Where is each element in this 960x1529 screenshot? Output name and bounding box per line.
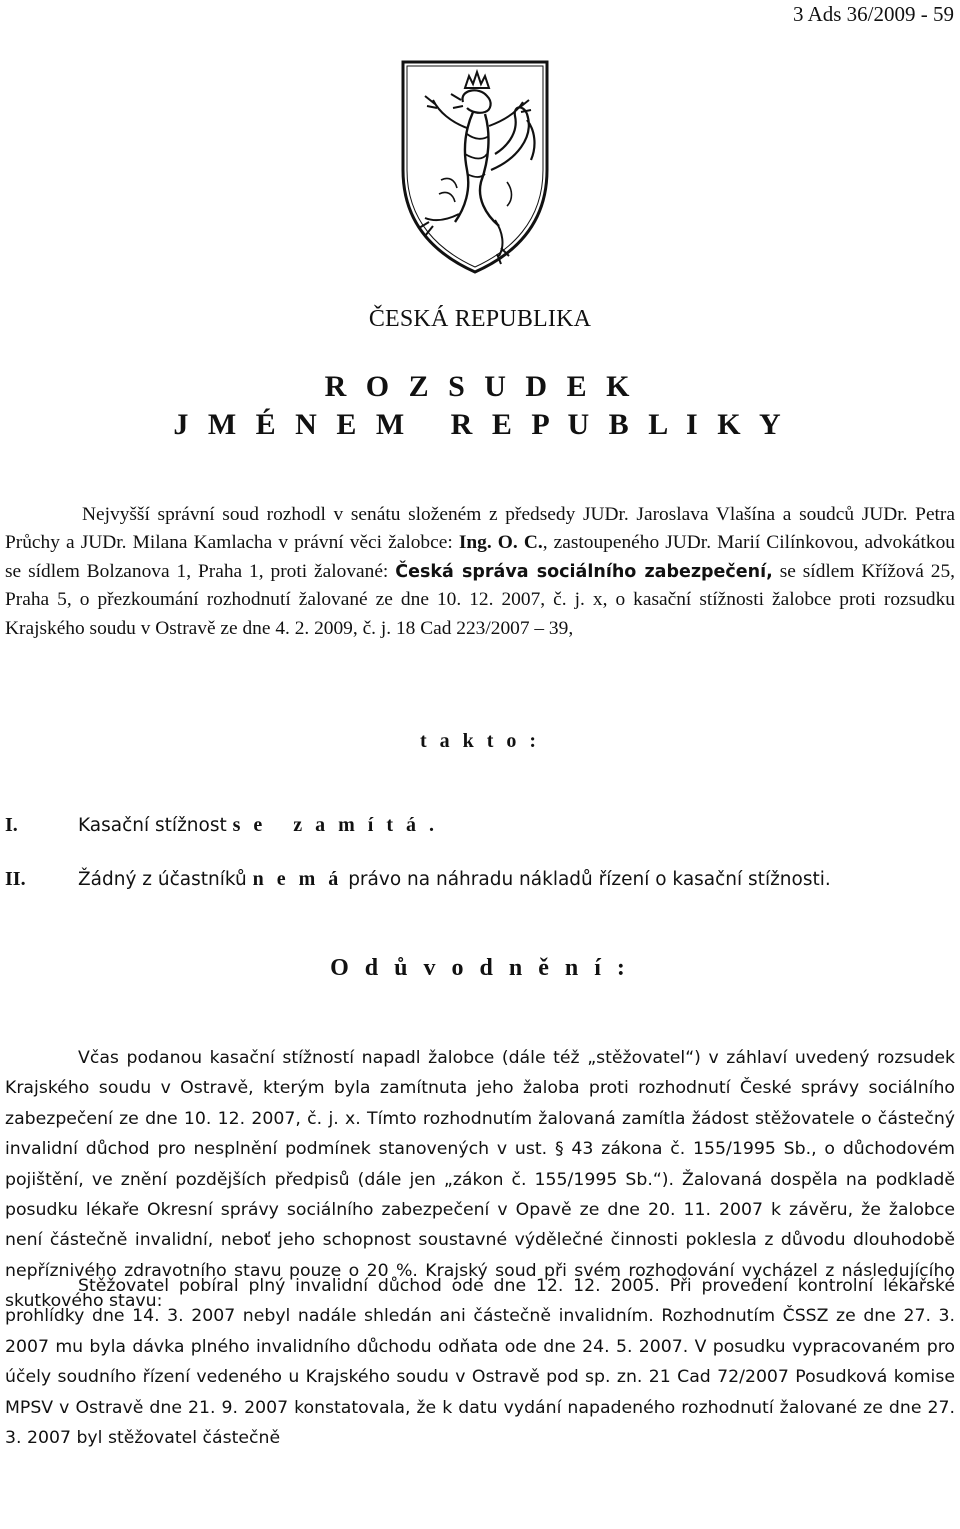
plaintiff-name: Ing. O. C.	[458, 532, 543, 554]
verdict-number: I.	[5, 814, 18, 836]
verdict-heading: t a k t o :	[419, 730, 541, 752]
intro-text-part1: Nejvyšší správní soud rozhodl v senátu složeném z předsedy JUDr. Jaroslava Vlašína a soudců JUDr. Petra Průchy a JUDr. Milana Kamlacha v právní věci žalobce:	[5, 504, 955, 554]
intro-paragraph	[5, 501, 955, 643]
reasoning-paragraph: Stěžovatel pobíral plný invalidní důchod ode dne 12. 12. 2005. Při provedení kontrolní lékařské prohlídky dne 14. 3. 2007 nebyl nadále shledán ani částečně invalidním. Rozhodnutím ČSSZ ze dne 27. 3. 2007 mu byla dávka plného invalidního důchodu odňata ode dne 24. 5. 2007. V posudku vypracovaném pro účely soudního řízení vedeného u Krajského soudu v Ostravě pod sp. zn. 21 Cad 72/2007 Posudková komise MPSV v Ostravě dne 21. 9. 2007 konstatovala, že k datu vydání napadeného rozhodnutí žalované ze dne 27. 3. 2007 byl stěžovatel částečně	[5, 1276, 955, 1449]
state-name: ČESKÁ REPUBLIKA	[368, 306, 592, 332]
document-title: R O Z S U D E K	[324, 370, 636, 403]
reasoning-text-b: 43 zákona č. 155/1995 Sb., o důchodovém pojištění, ve znění pozdějších předpisů (dále jen „zákon č. 155/1995 Sb.“). Žalovaná dospěla na podkladě posudku lékaře Okresní správy sociálního zabezpečení v Opavě ze dne 20. 11. 2007 k závěru, že žalobce není částečně invalidní, neboť jeho schopnost soustavné výdělečné činnosti poklesla z důvodu dlouhodobě nepříznivého zdravotního stavu pouze o 20 %. Krajský soud při svém rozhodování vycházel z následujícího skutkového stavu:	[5, 1139, 956, 1312]
verdict-text: Žádný z účastníků n e m á právo na náhradu nákladů řízení o kasační stížnosti.	[78, 868, 831, 890]
intro-text-part2: , zastoupeného JUDr. Marií Cilínkovou, advokátkou se sídlem Bolzanova 1, Praha 1, proti žalované:	[5, 532, 955, 582]
intro-text-part3: se sídlem Křížová 25, Praha 5, o přezkoumání rozhodnutí žalované ze dne 10. 12. 2007, č. j. x, o kasační stížnosti žalobce proti rozsudku Krajského soudu v Ostravě ze dne 4. 2. 2009, č. j. 18 Cad 223/2007 – 39,	[5, 560, 955, 639]
reasoning-text-a: Včas podanou kasační stížností napadl žalobce (dále též „stěžovatel“) v záhlaví uvedený rozsudek Krajského soudu v Ostravě, kterým byla zamítnuta jeho žaloba proti rozhodnutí České správy sociálního zabezpečení ze dne 10. 12. 2007, č. j. x. Tímto rozhodnutím žalovaná zamítla žádost stěžovatele o částečný invalidní důchod pro nesplnění podmínek stanovených v ust.	[5, 1048, 955, 1160]
verdict-emphasis: n e m á	[252, 868, 343, 890]
verdict-number: II.	[5, 868, 26, 890]
defendant-name: Česká správa sociálního zabezpečení,	[395, 561, 773, 582]
verdict-emphasis: s e z a m í t á .	[232, 814, 439, 836]
section-sign: §	[554, 1139, 564, 1160]
verdict-text: Kasační stížnost s e z a m í t á .	[78, 814, 439, 836]
reasoning-heading: O d ů v o d n ě n í :	[330, 955, 630, 981]
czech-lion-coat-of-arms-icon	[395, 50, 555, 275]
file-reference: 3 Ads 36/2009 - 59	[792, 2, 954, 26]
document-subtitle: J M É N E M R E P U B L I K Y	[173, 408, 787, 441]
